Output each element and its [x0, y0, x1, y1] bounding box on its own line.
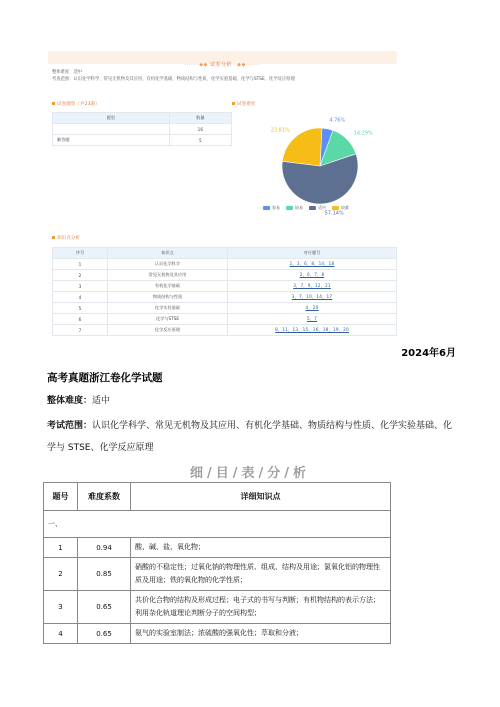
legend-label: 较易: [295, 205, 303, 210]
cell-no: 2: [53, 270, 108, 281]
analysis-banner: [48, 51, 397, 68]
cell-point: 化学反应原理: [108, 325, 228, 336]
cell-coef: 0.65: [78, 624, 131, 644]
cell-questions[interactable]: 3，7，10，14，17: [228, 292, 397, 303]
header-questions: 对应题号: [228, 248, 397, 259]
cell-questions[interactable]: 3，7，9，12，21: [228, 281, 397, 292]
detail-heading: 细/目/表/分/析: [190, 466, 310, 481]
cell-coef: 0.94: [78, 538, 131, 558]
cell-no: 1: [44, 538, 78, 558]
pie-data-label: 14.29%: [353, 130, 373, 137]
cell-point: 物质结构与性质: [108, 292, 228, 303]
cell-questions[interactable]: 1，3，6，8，14，18: [228, 259, 397, 270]
table-row: [44, 558, 391, 591]
cell-points: 共价化合物的结构及形成过程；电子式的书写与判断；有机物结构的表示方法；利用杂化轨道理论判断分子的空间构型；: [131, 591, 391, 624]
table-row: [44, 624, 391, 644]
header-point: 知识点: [108, 248, 228, 259]
cell-type: [53, 124, 170, 135]
legend-swatch: [286, 206, 293, 210]
table-row: [53, 314, 397, 325]
overall-label: 整体难度：: [47, 396, 93, 406]
pie-legend: [263, 205, 355, 211]
dots-right: ◆◆·······: [237, 62, 261, 68]
pie-svg: [245, 113, 395, 218]
cell-no: 7: [53, 325, 108, 336]
bullet-icon: [52, 102, 55, 105]
table-row: [53, 135, 232, 146]
pie-data-label: 23.81%: [270, 127, 290, 134]
cell-points: 酸、碱、盐、氧化物；: [131, 538, 391, 558]
document-title: 高考真题浙江卷化学试题: [47, 372, 163, 384]
cell-questions[interactable]: 4，20: [228, 303, 397, 314]
header-coef: 难度系数: [78, 483, 131, 511]
scope-label: 考试范围：: [47, 421, 93, 431]
table-header-row: [53, 248, 397, 259]
banner-title: 试卷分析: [209, 62, 232, 68]
scope-value: 认识化学科学、常见无机物及其应用、有机化学基础、物质结构与性质、化学实验基础、化学与 STSE、化学反应原理: [47, 421, 453, 453]
legend-label: 容易: [272, 205, 280, 210]
header-type: 题型: [53, 113, 170, 124]
table-header-row: [44, 483, 391, 511]
difficulty-title: 试卷难度: [237, 102, 256, 107]
legend-item[interactable]: [263, 205, 280, 211]
question-types-table: [52, 112, 232, 146]
cell-type: 解答题: [53, 135, 170, 146]
cell-no: 4: [44, 624, 78, 644]
cell-count: 16: [169, 124, 231, 135]
bullet-icon: [52, 236, 55, 239]
header-no: 题号: [44, 483, 78, 511]
table-row: [53, 259, 397, 270]
legend-label: 较难: [341, 205, 349, 210]
cell-point: 有机化学基础: [108, 281, 228, 292]
question-types-heading: [52, 101, 100, 107]
detail-table: [43, 482, 391, 644]
legend-item[interactable]: [286, 205, 303, 211]
table-row: [53, 281, 397, 292]
section-label: 一、: [44, 511, 391, 538]
cell-no: 2: [44, 558, 78, 591]
header-points: 详细知识点: [131, 483, 391, 511]
header-count: 数量: [169, 113, 231, 124]
dots-left: ·······◆◆: [184, 62, 210, 68]
table-row: [53, 124, 232, 135]
table-row: [44, 591, 391, 624]
table-header-row: [53, 113, 232, 124]
legend-item[interactable]: [332, 205, 349, 211]
cell-no: 3: [53, 281, 108, 292]
header-no: 序号: [53, 248, 108, 259]
cell-points: 硝酸的不稳定性；过氧化钠的物理性质、组成、结构及用途；氯氧化铝的物理性质及用途；铁的氧化物的化学性质；: [131, 558, 391, 591]
overall-difficulty: [47, 393, 110, 406]
pie-slice-较难: [282, 128, 322, 166]
table-row: [53, 292, 397, 303]
legend-swatch: [263, 206, 270, 210]
summary-difficulty: 整体难度：适中: [52, 70, 83, 75]
cell-no: 6: [53, 314, 108, 325]
cell-coef: 0.65: [78, 591, 131, 624]
pie-data-label: 57.14%: [324, 210, 344, 217]
overall-value: 适中: [92, 396, 111, 406]
legend-swatch: [309, 206, 316, 210]
exam-date: 2024年6月: [401, 348, 456, 359]
cell-no: 5: [53, 303, 108, 314]
legend-label: 适中: [318, 205, 326, 210]
cell-questions[interactable]: 2，6，7，8: [228, 270, 397, 281]
cell-point: 常见无机物及其应用: [108, 270, 228, 281]
cell-point: 认识化学科学: [108, 259, 228, 270]
summary-scope: 考查范围：认识化学科学、常见无机物及其应用、有机化学基础、物质结构与性质、化学实验基础、化学与STSE、化学反应原理: [52, 77, 295, 82]
cell-questions[interactable]: 5，7: [228, 314, 397, 325]
question-types-title: 试卷题型（共23题）: [57, 102, 100, 107]
table-row: [53, 303, 397, 314]
difficulty-heading: [232, 101, 255, 107]
cell-no: 1: [53, 259, 108, 270]
cell-point: 化学实验基础: [108, 303, 228, 314]
table-row: [53, 270, 397, 281]
table-row: [44, 538, 391, 558]
cell-no: 4: [53, 292, 108, 303]
legend-item[interactable]: [309, 205, 326, 211]
knowledge-table: [52, 247, 397, 336]
cell-points: 氨气的实验室制法；浓硫酸的强氧化性；萃取和分液；: [131, 624, 391, 644]
cell-coef: 0.85: [78, 558, 131, 591]
bullet-icon: [232, 102, 235, 105]
section-row: [44, 511, 391, 538]
table-row: [53, 325, 397, 336]
legend-swatch: [332, 206, 339, 210]
cell-point: 化学与STSE: [108, 314, 228, 325]
cell-no: 3: [44, 591, 78, 624]
knowledge-title: 知识点分析: [57, 236, 80, 241]
summary: [52, 68, 295, 83]
pie-data-label: 4.76%: [329, 117, 346, 124]
cell-count: 5: [169, 135, 231, 146]
knowledge-heading: [52, 235, 80, 241]
cell-questions[interactable]: 8，11，13，15，16，18，19，20: [228, 325, 397, 336]
difficulty-pie-chart: [245, 113, 395, 218]
exam-scope: [47, 415, 459, 459]
